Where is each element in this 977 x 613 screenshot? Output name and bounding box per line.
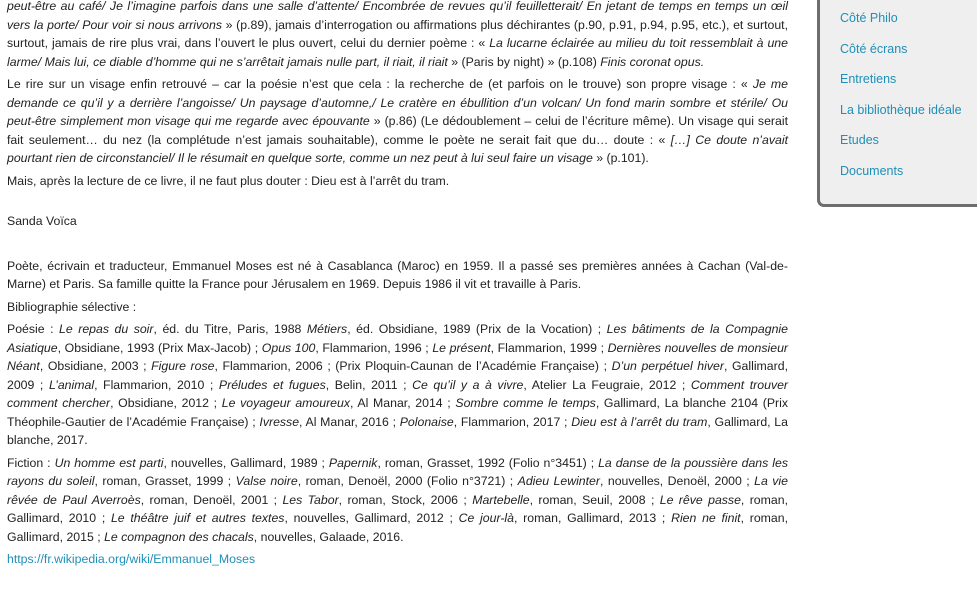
poetry-text: , éd. Obsidiane, 1989 (Prix de la Vocation) ; — [347, 322, 607, 336]
fiction-text: , roman, Seuil, 2008 ; — [529, 492, 660, 507]
fiction-title: Valse noire — [235, 474, 298, 488]
spacer — [7, 194, 788, 212]
bibliography-fiction — [7, 454, 788, 547]
poetry-text: , Gallimard, 2009 ; — [7, 359, 788, 392]
article-body — [7, 0, 788, 573]
fiction-text: , roman, Denoël, 2001 ; — [140, 492, 283, 507]
wikipedia-link[interactable]: https://fr.wikipedia.org/wiki/Emmanuel_Moses — [7, 552, 256, 566]
fiction-text: Fiction : — [7, 455, 55, 470]
quote-text: Finis coronat opus. — [600, 54, 705, 69]
poetry-title: L’animal — [48, 377, 95, 392]
fiction-title: Le rêve passe — [659, 492, 741, 507]
fiction-title: La vie rêvée de Paul Averroès — [7, 474, 788, 507]
poetry-title: Dieu est à l’arrêt du tram — [571, 414, 708, 429]
fiction-title: Ce jour-là — [458, 511, 514, 525]
fiction-title: Le théâtre juif et autres textes — [110, 511, 285, 525]
author-bio: Poète, écrivain et traducteur, Emmanuel Moses est né à Casablanca (Maroc) en 1959. Il a passé ses premières années à Cachan (Val-de-Marne) et Paris. Sa famille quitte la France pour Jérusalem en 1969. Depuis 1986 il vit et travaille à Paris. — [7, 258, 788, 291]
poetry-text: , Flammarion, 2017 ; — [453, 414, 572, 429]
poetry-text: , Flammarion, 1999 ; — [490, 340, 608, 355]
poetry-title: Ce qu’il y a à vivre — [412, 377, 524, 392]
poetry-text: , Obsidiane, 2012 ; — [110, 396, 222, 410]
paragraph-text: » (Paris by night) » (p.108) — [447, 54, 601, 69]
sidebar-link[interactable]: Etudes — [840, 133, 879, 148]
poetry-title: Polonaise — [399, 414, 454, 429]
paragraph-text: » (p.86) (Le dédoublement – celui de l’écriture même). Un visage qui serait fait seulement… du nez (la complétude n’est jamais souhaitable), comme le poète ne serait fait que du… doute : « — [7, 114, 788, 147]
fiction-text: , roman, Grasset, 1999 ; — [94, 474, 236, 488]
poetry-text: , Flammarion, 2010 ; — [94, 377, 219, 392]
sidebar-link[interactable]: Entretiens — [840, 72, 897, 87]
paragraph-quote-1 — [7, 0, 788, 71]
fiction-text: , roman, Grasset, 1992 (Folio n°3451) ; — [377, 455, 599, 470]
quote-text: […] Ce doute n’avait pourtant rien de circonstanciel/ Il le résumait en quelque sorte, comme un nez peut à lui seul faire un visage — [7, 132, 788, 165]
fiction-text: , roman, Denoël, 2000 (Folio n°3721) ; — [297, 474, 518, 488]
paragraph-text: Le rire sur un visage enfin retrouvé – car la poésie n’est que cela : la recherche de (et parfois on le trouve) son propre visage : « — [7, 77, 753, 91]
fiction-title: Le compagnon des chacals — [104, 529, 254, 544]
poetry-text: , Atelier La Feugraie, 2012 ; — [523, 377, 691, 392]
bibliography-poetry — [7, 320, 788, 450]
fiction-title: La danse de la poussière dans les rayons du soleil — [7, 455, 788, 488]
fiction-text: , nouvelles, Denoël, 2000 ; — [600, 474, 755, 488]
fiction-text: , nouvelles, Galaade, 2016. — [253, 529, 404, 544]
quote-text: Je me demande ce qu’il y a derrière l’angoisse/ Un paysage d’automne,/ Le cratère en ébullition d’un volcan/ Un fond marin sombre et stérile/ Ou peut-être simplement mon visage qui me regarde avec épouvante — [7, 77, 788, 128]
poetry-text: , Al Manar, 2014 ; — [350, 396, 456, 410]
poetry-title: Sombre comme le temps — [455, 396, 596, 410]
poetry-title: Figure rose — [151, 359, 215, 373]
fiction-title: Papernik — [328, 455, 378, 470]
poetry-text: , Gallimard, La blanche 2104 (Prix Théophile-Gautier de l’Académie Française) ; — [7, 396, 788, 429]
fiction-title: Rien ne finit — [671, 511, 741, 525]
poetry-title: Opus 100 — [261, 340, 316, 355]
poetry-title: Les bâtiments de la Compagnie Asiatique — [7, 322, 788, 355]
paragraph-text: » (p.89), jamais d’interrogation ou affirmations plus déchirantes (p.90, p.91, p.94, p.95, etc.), et surtout, surtout, jamais de rire plus vrai, dans l’ouvert le plus ouvert, celui du dernier poème : « — [7, 17, 789, 50]
fiction-text: , nouvelles, Gallimard, 1989 ; — [163, 455, 329, 470]
poetry-text: , Obsidiane, 2003 ; — [39, 359, 152, 373]
fiction-title: Un homme est parti — [54, 455, 164, 470]
spacer — [7, 235, 788, 257]
quote-text: peut-être au café/ Je l’imagine parfois dans une salle d’attente/ Encombrée de revues qu’il feuilletterait/ En jetant de temps en temps un œil vers la porte/ Pour voir si nous arrivons — [7, 0, 788, 32]
author-name: Sanda Voïca — [7, 214, 77, 228]
fiction-text: , roman, Gallimard, 2013 ; — [514, 511, 672, 525]
sidebar-link[interactable]: Côté écrans — [840, 41, 908, 56]
poetry-title: Le repas du soir — [59, 322, 154, 336]
paragraph-text: » (p.101). — [592, 151, 649, 165]
poetry-title: Le présent — [432, 340, 491, 355]
paragraph-quote-2 — [7, 75, 788, 168]
paragraph-conclusion: Mais, après la lecture de ce livre, il ne faut plus douter : Dieu est à l’arrêt du tram. — [7, 173, 450, 188]
fiction-text: , roman, Stock, 2006 ; — [338, 492, 473, 507]
fiction-title: Les Tabor — [282, 492, 339, 507]
poetry-text: , éd. du Titre, Paris, 1988 — [153, 322, 307, 336]
poetry-text: Poésie : — [7, 322, 60, 336]
sidebar-link[interactable]: Côté Philo — [840, 11, 898, 25]
fiction-title: Adieu Lewinter — [517, 474, 600, 488]
bibliography-title: Bibliographie sélective : — [7, 299, 137, 314]
category-sidebar — [817, 0, 977, 207]
poetry-title: D’un perpétuel hiver — [611, 359, 724, 373]
poetry-title: Métiers — [306, 322, 348, 336]
poetry-title: Ivresse — [259, 414, 300, 429]
fiction-text: , nouvelles, Gallimard, 2012 ; — [284, 511, 459, 525]
poetry-title: Comment trouver comment chercher — [7, 377, 789, 410]
poetry-text: , Flammarion, 1996 ; — [315, 340, 433, 355]
poetry-text: , Flammarion, 2006 ; (Prix Ploquin-Caunan de l’Académie Française) ; — [214, 359, 612, 373]
poetry-text: , Al Manar, 2016 ; — [299, 414, 400, 429]
fiction-text: , roman, Gallimard, 2010 ; — [7, 492, 788, 525]
poetry-title: Le voyageur amoureux — [221, 396, 351, 410]
fiction-title: Martebelle — [472, 492, 530, 507]
quote-text: La lucarne éclairée au milieu du toit ressemblait à une larme/ Mais lui, ce diable d’homme qui ne s’arrêtait jamais nulle part, il riait, il riait — [7, 36, 788, 69]
poetry-text: , Belin, 2011 ; — [325, 377, 413, 392]
poetry-title: Dernières nouvelles de monsieur Néant — [7, 340, 789, 373]
sidebar-link[interactable]: La bibliothèque idéale — [840, 102, 962, 117]
sidebar-link[interactable]: Documents — [840, 163, 904, 178]
poetry-title: Préludes et fugues — [218, 377, 326, 392]
fiction-text: , roman, Gallimard, 2015 ; — [7, 511, 788, 544]
poetry-text: , Gallimard, La blanche, 2017. — [7, 414, 788, 447]
poetry-text: , Obsidiane, 1993 (Prix Max-Jacob) ; — [57, 340, 262, 355]
category-menu — [840, 9, 962, 193]
